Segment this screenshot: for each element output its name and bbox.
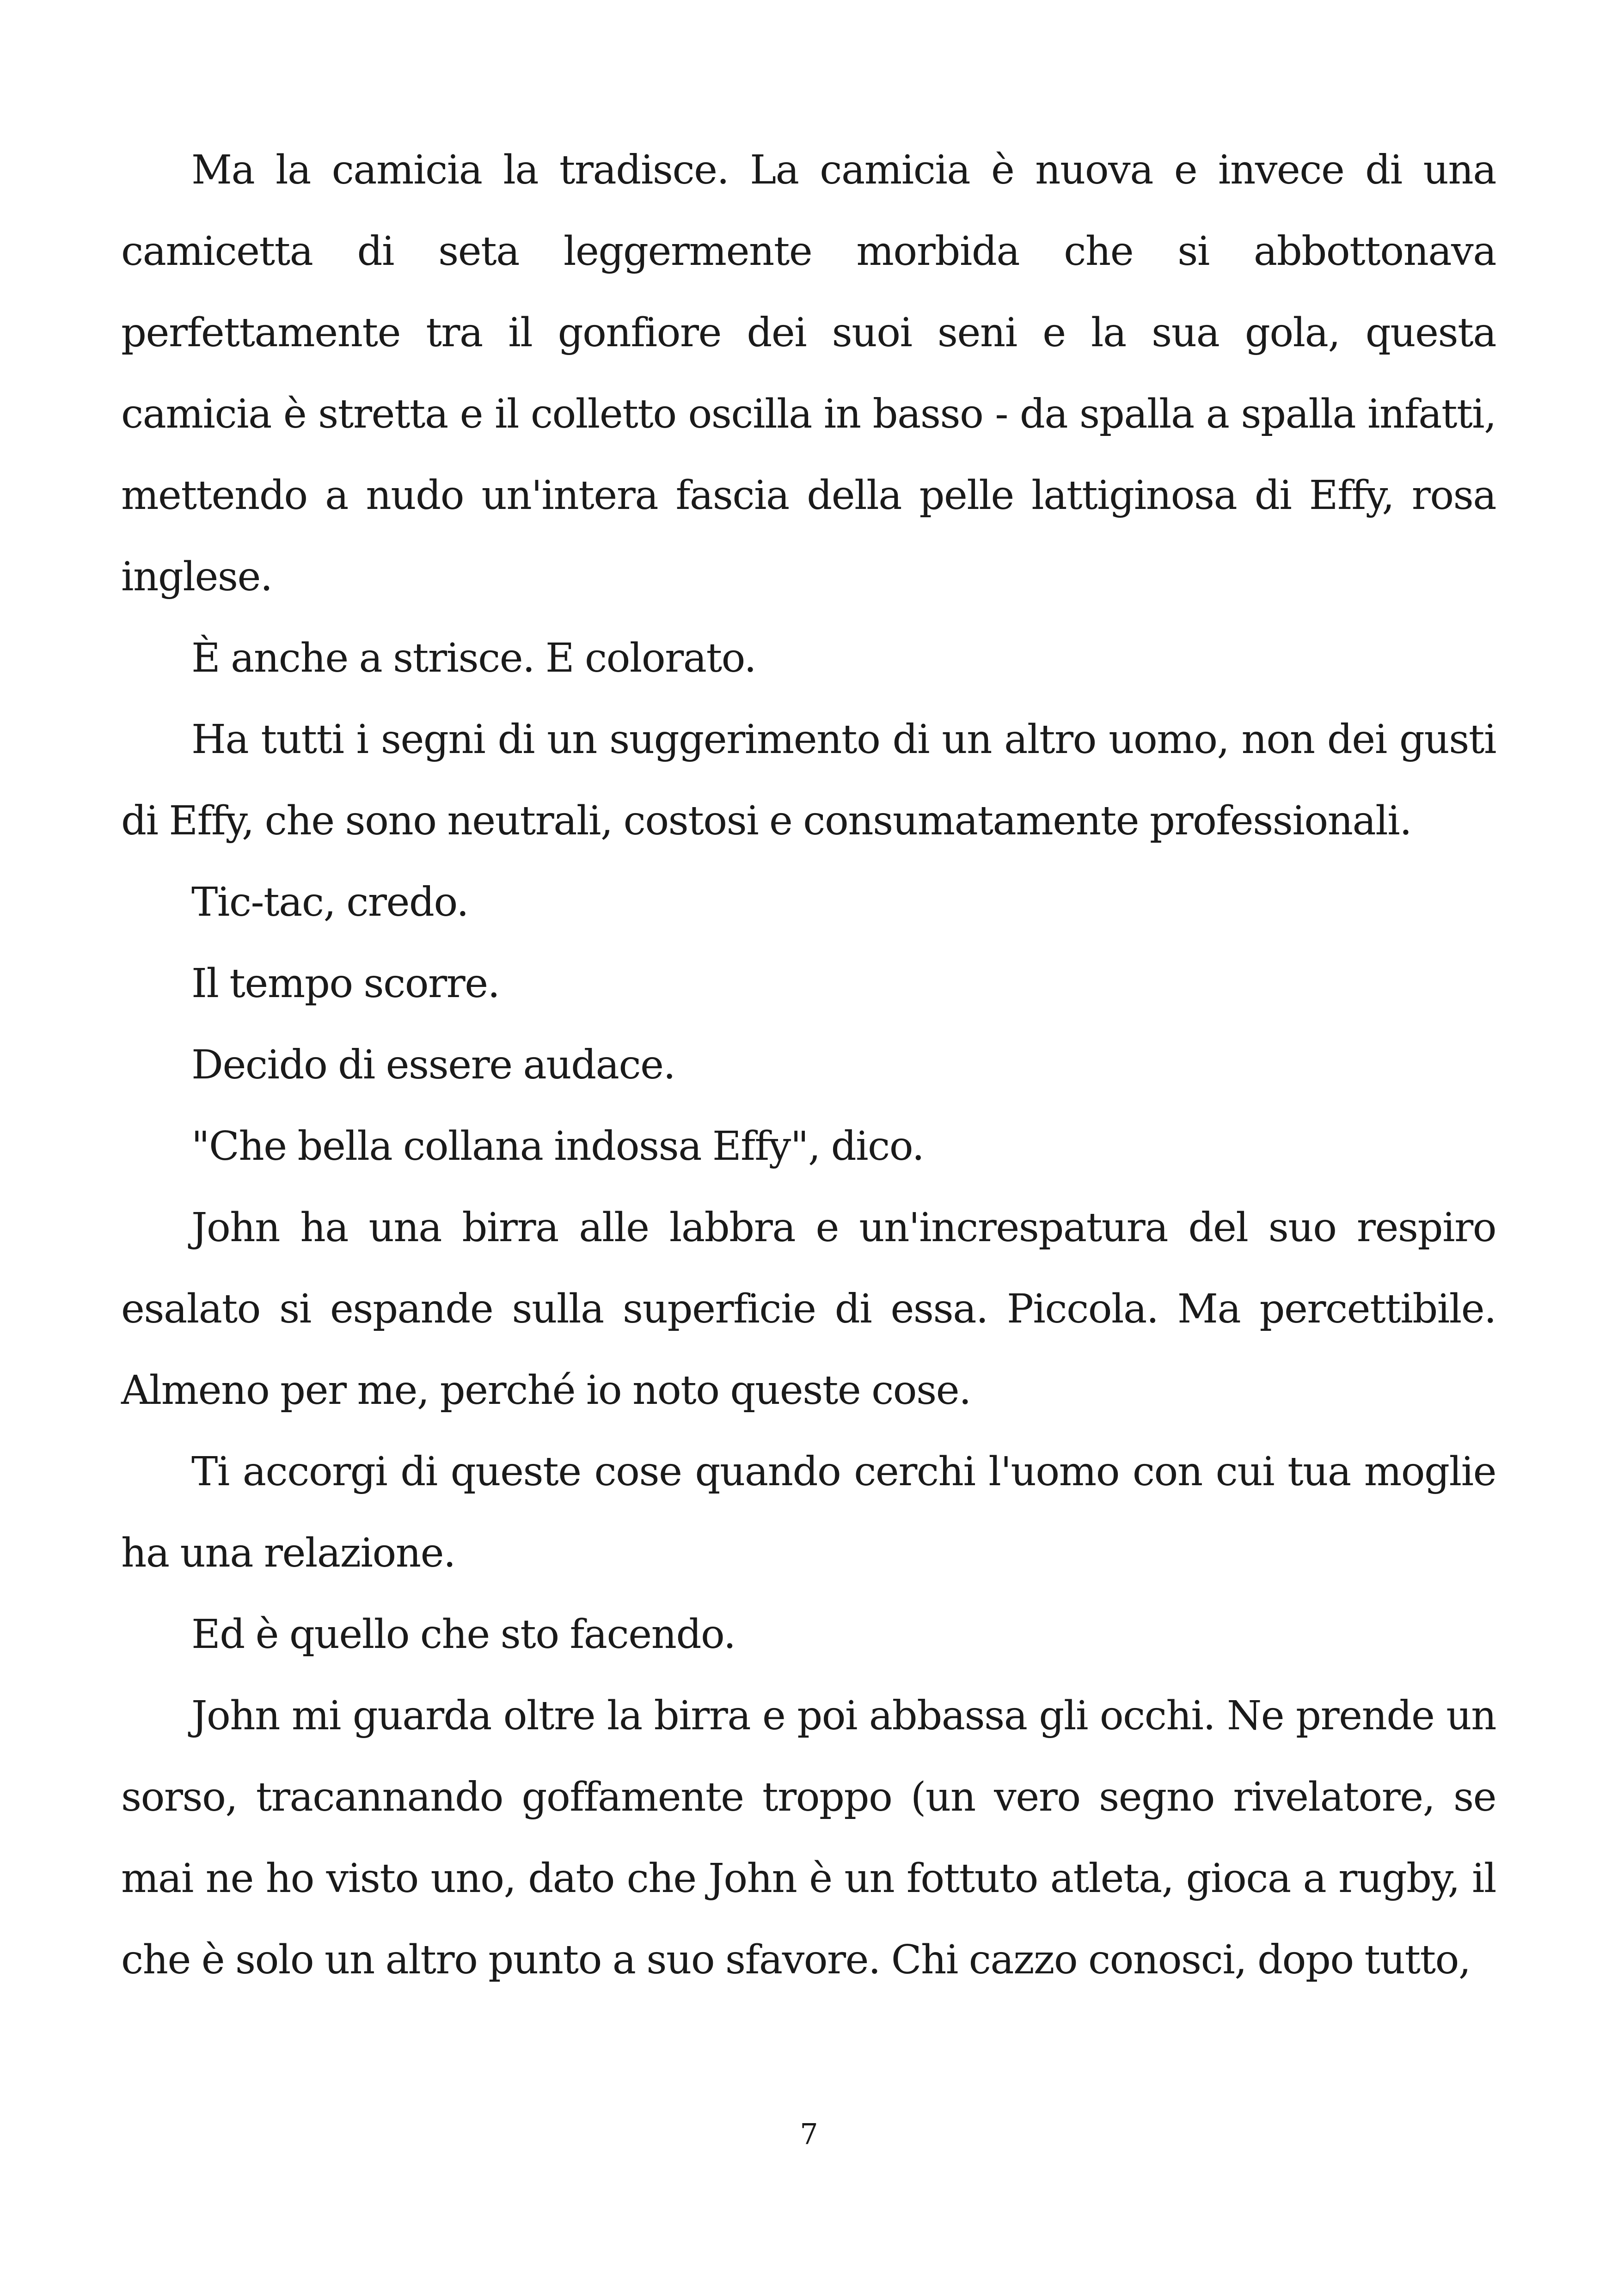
paragraph: John mi guarda oltre la birra e poi abbassa gli occhi. Ne prende un sorso, tracannando goffamente troppo (un vero segno rivelatore, se mai ne ho visto uno, dato che John è un fottuto atleta, gioca a rugby, il che è solo un altro punto a suo sfavore. Chi cazzo conosci, dopo tutto,: [121, 1693, 1496, 1983]
paragraph: John ha una birra alle labbra e un'increspatura del suo respiro esalato si espande sulla superficie di essa. Piccola. Ma percettibile. Almeno per me, perché io noto queste cose.: [121, 1205, 1496, 1414]
paragraph: Ti accorgi di queste cose quando cerchi l'uomo con cui tua moglie ha una relazione.: [121, 1449, 1496, 1576]
paragraph: È anche a strisce. E colorato.: [191, 635, 756, 681]
body-text: [121, 129, 1496, 2001]
page-number: 7: [800, 2117, 818, 2151]
paragraph: Ma la camicia la tradisce. La camicia è nuova e invece di una camicetta di seta leggermente morbida che si abbottonava perfettamente tra il gonfiore dei suoi seni e la sua gola, questa camicia è stretta e il colletto oscilla in basso - da spalla a spalla infatti, mettendo a nudo un'intera fascia della pelle lattiginosa di Effy, rosa inglese.: [121, 147, 1496, 600]
paragraph: Decido di essere audace.: [191, 1042, 675, 1088]
paragraph: "Che bella collana indossa Effy", dico.: [191, 1123, 924, 1169]
paragraph: Ed è quello che sto facendo.: [191, 1611, 735, 1658]
paragraph: Ha tutti i segni di un suggerimento di un altro uomo, non dei gusti di Effy, che sono neutrali, costosi e consumatamente professionali.: [121, 716, 1496, 844]
paragraph: Tic-tac, credo.: [191, 879, 469, 925]
paragraph: Il tempo scorre.: [191, 961, 500, 1007]
